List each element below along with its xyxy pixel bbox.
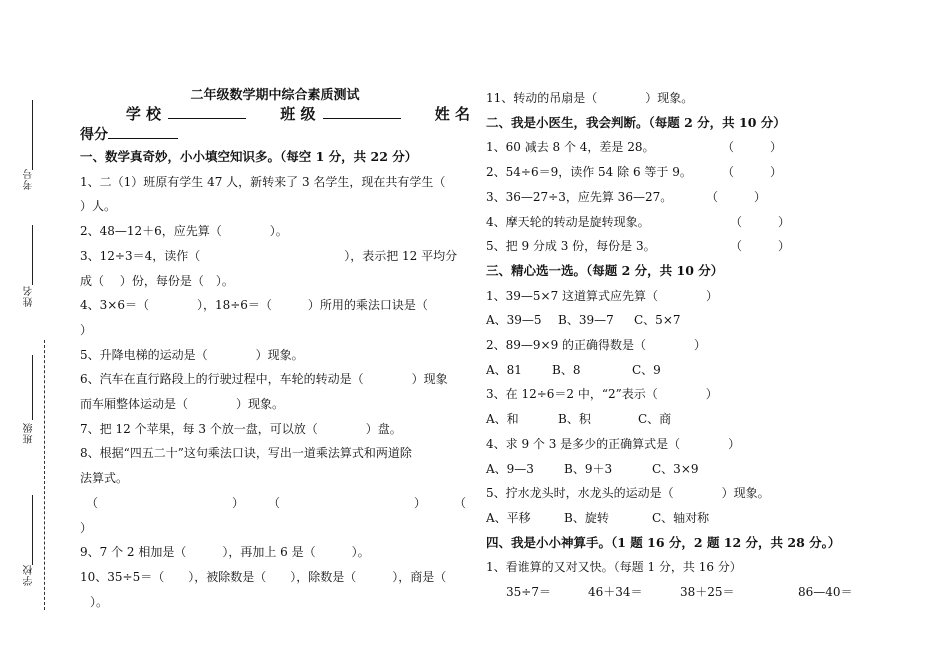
section-2-heading: 二、我是小医生，我会判断。（每题 2 分，共 10 分） xyxy=(486,114,786,130)
question-8: 8、根据“四五二十”这句乘法口诀，写出一道乘法算式和两道除 xyxy=(80,446,412,461)
choice-4-options: A、9—3 B、9＋3 C、3×9 xyxy=(486,461,699,476)
question-10: 10、35÷5＝（ ），被除数是（ ），除数是（ ），商是（ xyxy=(80,569,447,584)
class-label: 班级 xyxy=(24,422,35,444)
question-8-cont: 法算式。 xyxy=(80,471,129,486)
choice-2-options: A、81 B、8 C、9 xyxy=(486,362,661,377)
question-5: 5、升降电梯的运动是（ ）现象。 xyxy=(80,347,304,362)
page-title: 二年级数学期中综合素质测试 xyxy=(190,88,360,103)
section-1-heading: 一、数学真奇妙，小小填空知识多。（每空 1 分，共 22 分） xyxy=(80,149,418,164)
class-line xyxy=(32,355,33,420)
judge-5: 5、把 9 分成 3 份，每份是 3。 （ ） xyxy=(486,239,791,254)
question-2: 2、48—12＋6，应先算（ ）。 xyxy=(80,224,288,239)
calc-item: 35÷7＝ xyxy=(506,585,551,600)
name-field: 姓 名 xyxy=(434,105,470,123)
right-column xyxy=(486,86,886,605)
question-10-cont: ）。 xyxy=(90,594,109,609)
choice-5-options: A、平移 B、旋转 C、轴对称 xyxy=(486,510,710,525)
question-1: 1、二（1）班原有学生 47 人，新转来了 3 名学生，现在共有学生（ xyxy=(80,174,446,189)
calc-instructions: 1、看谁算的又对又快。（每题 1 分，共 16 分） xyxy=(486,560,742,575)
question-4: 4、3×6＝（ ），18÷6＝（ ）所用的乘法口诀是（ xyxy=(80,298,428,313)
calc-item: 46＋34＝ xyxy=(588,585,643,600)
question-4-cont: ） xyxy=(80,322,93,337)
name-label: 姓名 xyxy=(24,285,35,307)
choice-5: 5、拧水龙头时，水龙头的运动是（ ）现象。 xyxy=(486,486,770,501)
left-column xyxy=(80,86,470,614)
question-11: 11、转动的吊扇是（ ）现象。 xyxy=(486,91,694,105)
choice-3: 3、在 12÷6＝2 中，“2”表示（ ） xyxy=(486,387,718,402)
choice-1-options: A、39—5 B、39—7 C、5×7 xyxy=(486,313,681,328)
question-3-cont: 成（ ）份，每份是（ ）。 xyxy=(80,273,234,288)
judge-2: 2、54÷6＝9，读作 54 除 6 等于 9。 （ ） xyxy=(486,165,783,180)
class-field: 班 级 xyxy=(280,104,400,124)
calc-item: 86—40＝ xyxy=(798,585,853,600)
school-field: 学 校 xyxy=(126,104,246,124)
question-1-cont: ）人。 xyxy=(80,199,117,214)
judge-1: 1、60 减去 8 个 4，差是 28。 （ ） xyxy=(486,140,783,155)
binding-margin xyxy=(0,0,60,672)
question-8-cont2: ） xyxy=(80,520,93,535)
calc-row-1 xyxy=(486,580,886,605)
question-6-cont: 而车厢整体运动是（ ）现象。 xyxy=(80,397,285,412)
judge-4: 4、摩天轮的转动是旋转现象。 （ ） xyxy=(486,214,791,229)
binding-dashed-line xyxy=(44,340,45,610)
exam-number-line xyxy=(32,100,33,170)
choice-3-options: A、和 B、积 C、商 xyxy=(486,412,672,427)
choice-4: 4、求 9 个 3 是多少的正确算式是（ ） xyxy=(486,436,741,451)
question-7: 7、把 12 个苹果，每 3 个放一盘，可以放（ ）盘。 xyxy=(80,421,402,436)
section-3-heading: 三、精心选一选。（每题 2 分，共 10 分） xyxy=(486,262,724,278)
school-line xyxy=(32,495,33,565)
calc-item: 38＋25＝ xyxy=(680,585,735,600)
question-8-answer-blanks: （ ） （ ） （ xyxy=(86,495,467,510)
name-line xyxy=(32,225,33,285)
section-4-heading: 四、我是小小神算手。（1 题 16 分，2 题 12 分，共 28 分。） xyxy=(486,534,841,550)
judge-3: 3、36—27÷3，应先算 36—27。 （ ） xyxy=(486,189,767,204)
question-6: 6、汽车在直行路段上的行驶过程中，车轮的转动是（ ）现象 xyxy=(80,372,448,387)
score-field: 得分 xyxy=(80,124,470,145)
choice-1: 1、39—5×7 这道算式应先算（ ） xyxy=(486,288,719,303)
question-9: 9、7 个 2 相加是（ ），再加上 6 是（ ）。 xyxy=(80,545,370,560)
school-label: 学校 xyxy=(24,564,35,586)
student-info-row xyxy=(80,104,470,124)
question-3: 3、12÷3＝4，读作（ ），表示把 12 平均分 xyxy=(80,248,458,263)
choice-2: 2、89—9×9 的正确得数是（ ） xyxy=(486,338,707,353)
exam-number-label: 考号 xyxy=(24,168,35,190)
